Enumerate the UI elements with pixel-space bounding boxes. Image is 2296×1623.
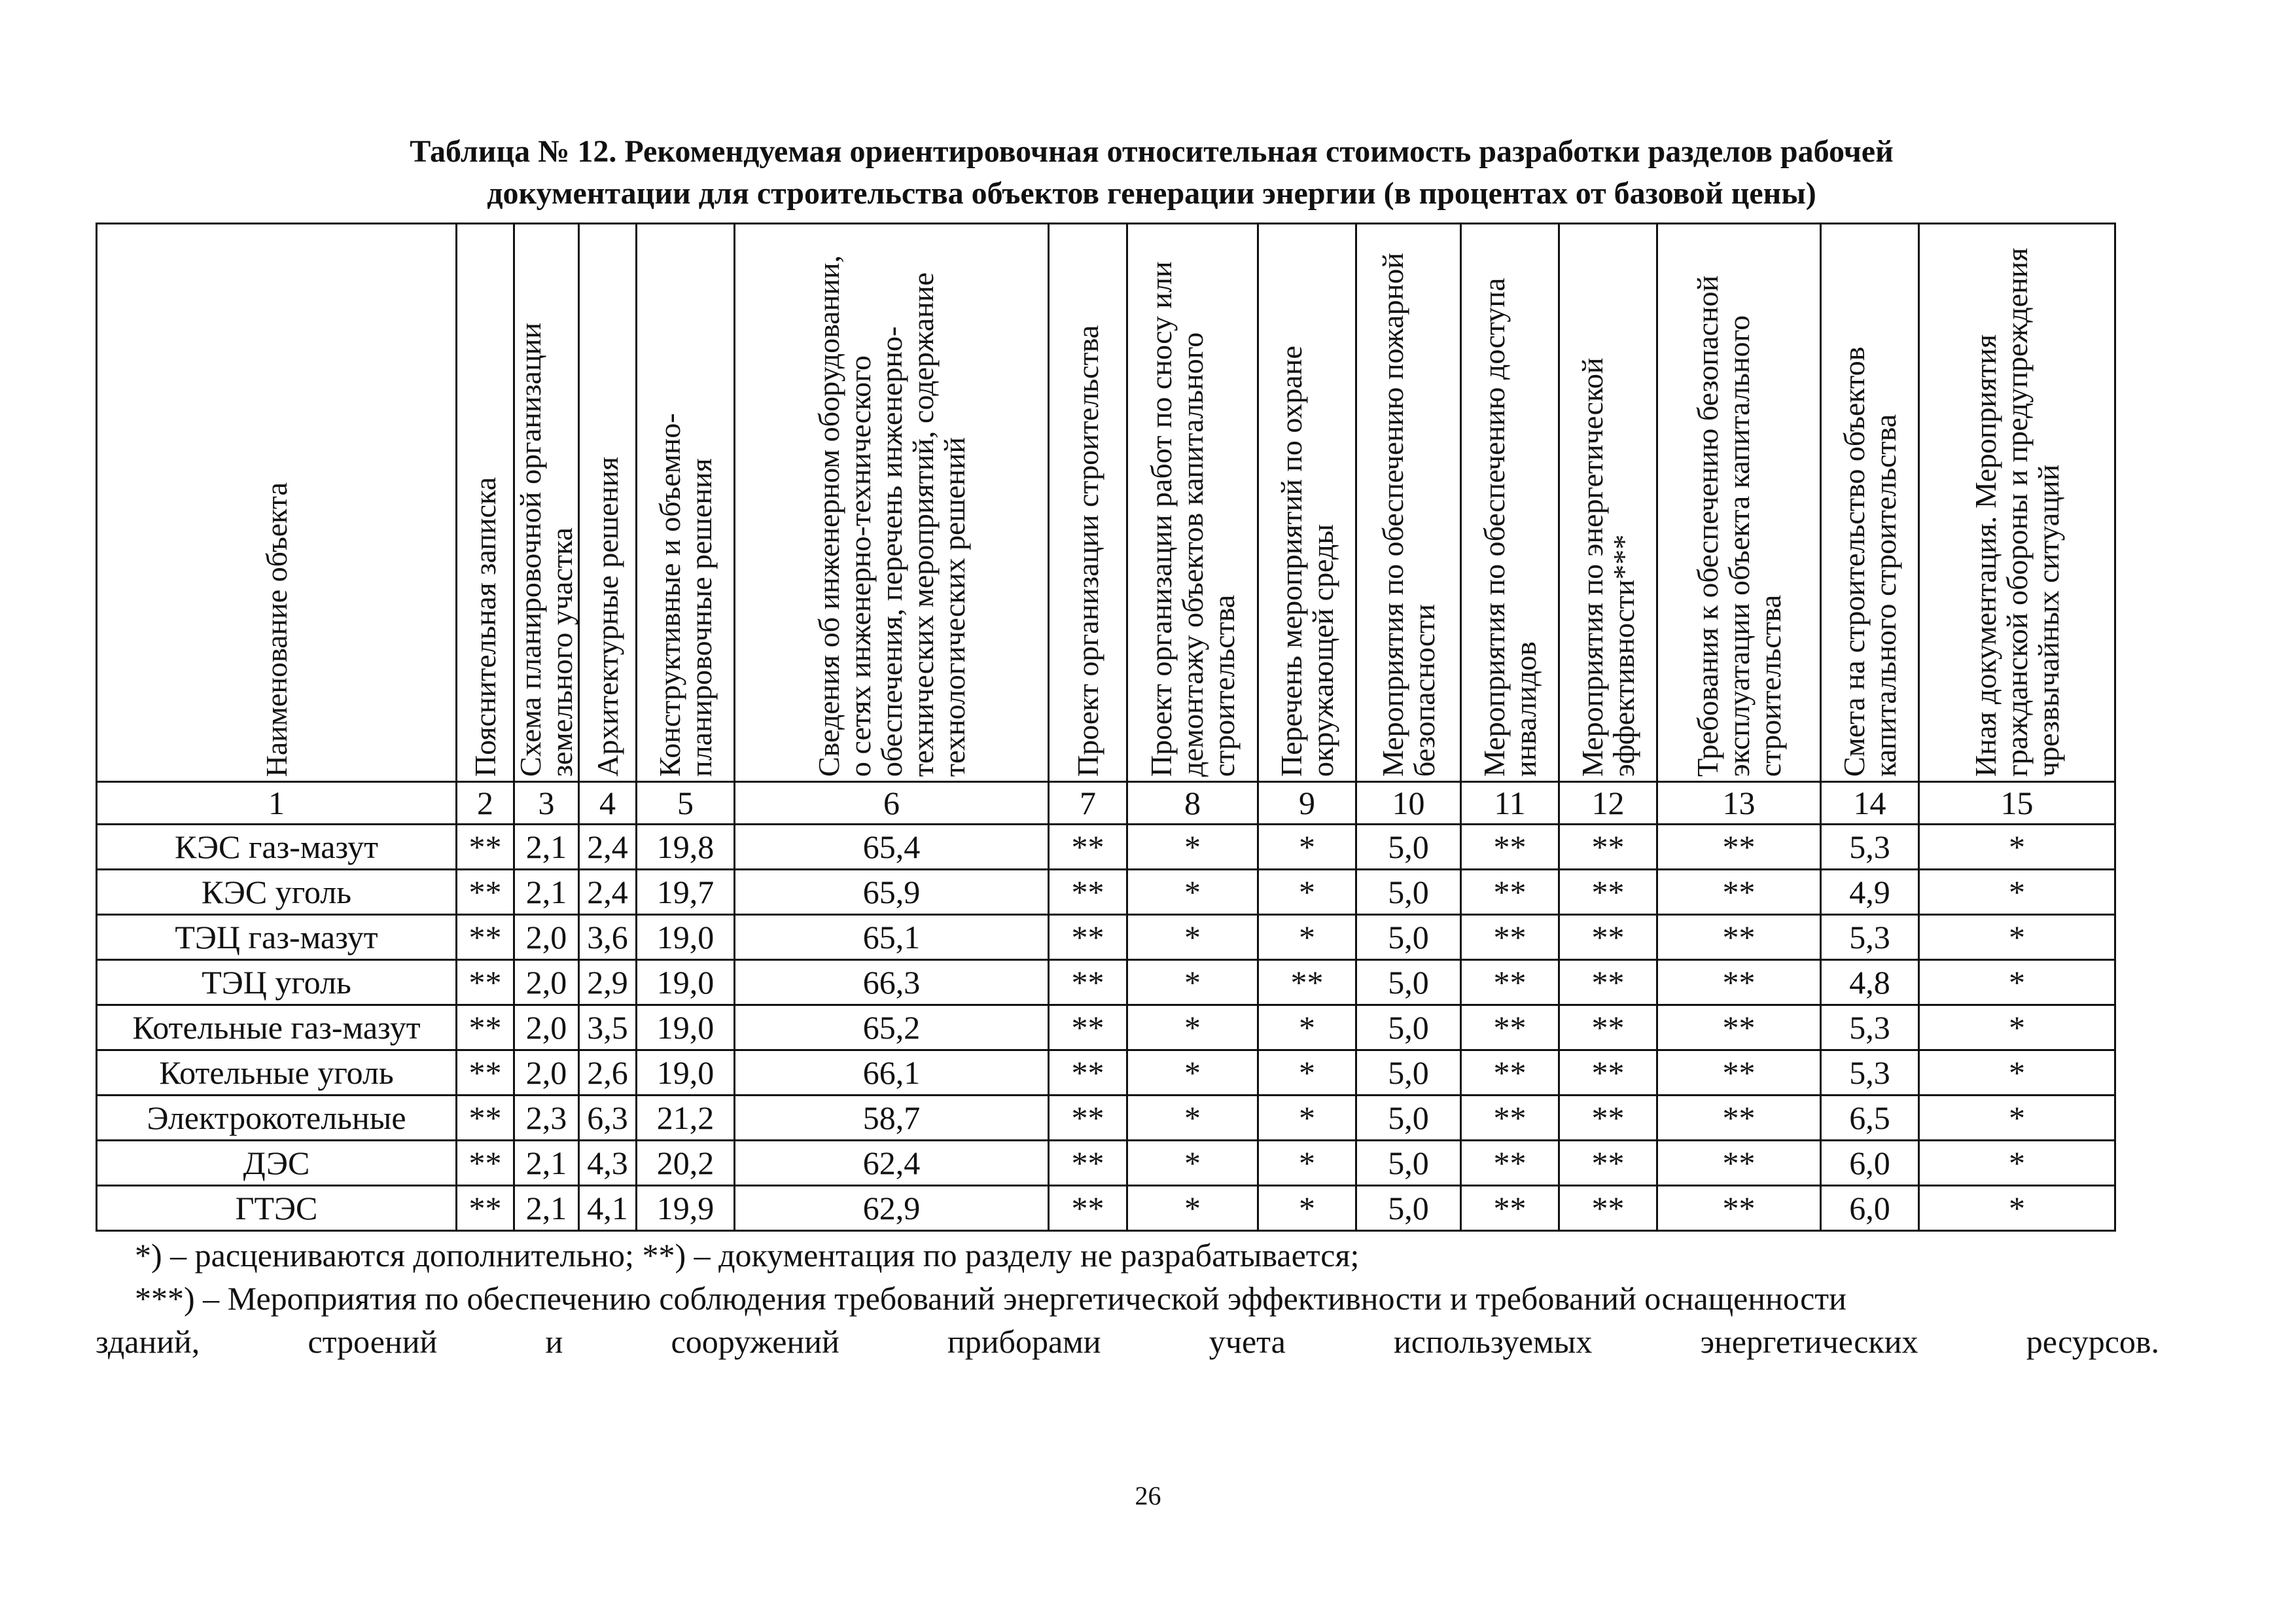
value-cell: * [1919, 915, 2115, 960]
value-cell: 6,5 [1821, 1096, 1919, 1141]
value-cell: ** [1657, 825, 1821, 870]
value-cell: ** [457, 915, 514, 960]
value-cell: 5,3 [1821, 1050, 1919, 1096]
value-cell: * [1258, 1050, 1356, 1096]
value-cell: * [1258, 870, 1356, 915]
value-cell: ** [1049, 1050, 1127, 1096]
value-cell: 5,3 [1821, 825, 1919, 870]
col-number: 8 [1127, 782, 1258, 825]
table-row [97, 1050, 2115, 1096]
value-cell: * [1919, 960, 2115, 1005]
column-number-row [97, 782, 2115, 825]
col-number: 15 [1919, 782, 2115, 825]
header-cell: Пояснительная записка [457, 224, 514, 782]
value-cell: 2,0 [514, 1005, 579, 1050]
col-number: 5 [637, 782, 735, 825]
value-cell: 5,0 [1356, 1005, 1461, 1050]
header-cell: Иная документация. Мероприятия гражданской обороны и предупреждения чрезвычайных ситуаций [1919, 224, 2115, 782]
object-name-cell: ТЭЦ уголь [97, 960, 457, 1005]
title-line-1: Таблица № 12. Рекомендуемая ориентировочная относительная стоимость разработки разделов рабочей [410, 134, 1894, 169]
value-cell: ** [1461, 960, 1559, 1005]
header-cell: Смета на строительство объектов капитального строительства [1821, 224, 1919, 782]
header-cell: Проект организации строительства [1049, 224, 1127, 782]
value-cell: ** [1049, 1186, 1127, 1231]
value-cell: * [1919, 825, 2115, 870]
value-cell: 2,4 [579, 870, 637, 915]
table-row [97, 1141, 2115, 1186]
value-cell: ** [457, 1005, 514, 1050]
value-cell: ** [1657, 960, 1821, 1005]
value-cell: * [1127, 1141, 1258, 1186]
col-number: 2 [457, 782, 514, 825]
table-row [97, 960, 2115, 1005]
value-cell: ** [1657, 1005, 1821, 1050]
value-cell: ** [1461, 1005, 1559, 1050]
value-cell: 2,1 [514, 825, 579, 870]
value-cell: 2,1 [514, 1186, 579, 1231]
value-cell: 2,1 [514, 870, 579, 915]
object-name-cell: Электрокотельные [97, 1096, 457, 1141]
object-name-cell: КЭС газ-мазут [97, 825, 457, 870]
header-row [97, 224, 2115, 782]
value-cell: ** [1559, 915, 1657, 960]
value-cell: 5,0 [1356, 1096, 1461, 1141]
value-cell: * [1258, 1186, 1356, 1231]
value-cell: 65,4 [735, 825, 1049, 870]
header-cell: Требования к обеспечению безопасной эксплуатации объекта капитального строительства [1657, 224, 1821, 782]
value-cell: 21,2 [637, 1096, 735, 1141]
object-name-cell: Котельные газ-мазут [97, 1005, 457, 1050]
value-cell: 19,9 [637, 1186, 735, 1231]
value-cell: * [1919, 1005, 2115, 1050]
value-cell: ** [1049, 915, 1127, 960]
col-number: 4 [579, 782, 637, 825]
value-cell: ** [1049, 960, 1127, 1005]
value-cell: ** [1049, 870, 1127, 915]
value-cell: * [1127, 960, 1258, 1005]
value-cell: 62,9 [735, 1186, 1049, 1231]
footnotes [96, 1234, 2159, 1363]
header-cell: Перечень мероприятий по охране окружающей среды [1258, 224, 1356, 782]
value-cell: * [1919, 870, 2115, 915]
value-cell: 3,6 [579, 915, 637, 960]
value-cell: 4,8 [1821, 960, 1919, 1005]
header-cell: Схема планировочной организации земельного участка [514, 224, 579, 782]
table-row [97, 870, 2115, 915]
value-cell: 6,0 [1821, 1186, 1919, 1231]
value-cell: * [1258, 1141, 1356, 1186]
value-cell: 5,3 [1821, 915, 1919, 960]
value-cell: 4,9 [1821, 870, 1919, 915]
value-cell: 5,3 [1821, 1005, 1919, 1050]
col-number: 7 [1049, 782, 1127, 825]
value-cell: * [1127, 825, 1258, 870]
value-cell: 5,0 [1356, 1141, 1461, 1186]
value-cell: 62,4 [735, 1141, 1049, 1186]
value-cell: * [1258, 1096, 1356, 1141]
object-name-cell: ДЭС [97, 1141, 457, 1186]
value-cell: 2,1 [514, 1141, 579, 1186]
value-cell: ** [1657, 1050, 1821, 1096]
table-row [97, 825, 2115, 870]
table-body [97, 825, 2115, 1231]
title-line-2: документации для строительства объектов генерации энергии (в процентах от базовой цены) [487, 176, 1816, 211]
col-number: 10 [1356, 782, 1461, 825]
value-cell: ** [1559, 825, 1657, 870]
table-row [97, 1186, 2115, 1231]
col-number: 9 [1258, 782, 1356, 825]
value-cell: 5,0 [1356, 1186, 1461, 1231]
header-cell: Проект организации работ по сносу или демонтажу объектов капитального строительства [1127, 224, 1258, 782]
value-cell: 5,0 [1356, 870, 1461, 915]
value-cell: * [1127, 1005, 1258, 1050]
value-cell: 2,0 [514, 1050, 579, 1096]
value-cell: ** [1657, 1096, 1821, 1141]
value-cell: ** [1559, 1186, 1657, 1231]
value-cell: ** [1657, 915, 1821, 960]
value-cell: 20,2 [637, 1141, 735, 1186]
value-cell: * [1127, 1096, 1258, 1141]
value-cell: ** [1461, 1141, 1559, 1186]
footnote-2: ***) – Мероприятия по обеспечению соблюдения требований энергетической эффективности и требований оснащенности [135, 1280, 1846, 1317]
value-cell: 65,1 [735, 915, 1049, 960]
value-cell: ** [457, 960, 514, 1005]
value-cell: ** [1559, 1050, 1657, 1096]
table-title [92, 131, 2212, 215]
value-cell: ** [457, 870, 514, 915]
value-cell: 2,3 [514, 1096, 579, 1141]
value-cell: 2,4 [579, 825, 637, 870]
value-cell: 5,0 [1356, 960, 1461, 1005]
value-cell: ** [457, 825, 514, 870]
value-cell: 2,9 [579, 960, 637, 1005]
value-cell: 6,3 [579, 1096, 637, 1141]
col-number: 11 [1461, 782, 1559, 825]
header-cell: Сведения об инженерном оборудовании, о сетях инженерно-технического обеспечения, перечень инженерно-технических мероприятий, содержание технологических решений [735, 224, 1049, 782]
value-cell: ** [1657, 1141, 1821, 1186]
value-cell: * [1127, 915, 1258, 960]
value-cell: ** [1461, 870, 1559, 915]
value-cell: ** [1049, 1096, 1127, 1141]
header-cell: Мероприятия по обеспечению пожарной безопасности [1356, 224, 1461, 782]
header-cell: Мероприятия по энергетической эффективности*** [1559, 224, 1657, 782]
object-name-cell: КЭС уголь [97, 870, 457, 915]
value-cell: ** [1559, 870, 1657, 915]
value-cell: ** [1461, 1096, 1559, 1141]
value-cell: 19,0 [637, 915, 735, 960]
value-cell: 5,0 [1356, 825, 1461, 870]
value-cell: * [1127, 870, 1258, 915]
value-cell: 66,1 [735, 1050, 1049, 1096]
footnote-1: *) – расцениваются дополнительно; **) – документация по разделу не разрабатывается; [135, 1237, 1360, 1274]
col-number: 6 [735, 782, 1049, 825]
value-cell: ** [1461, 915, 1559, 960]
value-cell: * [1127, 1186, 1258, 1231]
value-cell: 65,2 [735, 1005, 1049, 1050]
col-number: 1 [97, 782, 457, 825]
value-cell: 19,0 [637, 960, 735, 1005]
value-cell: 5,0 [1356, 915, 1461, 960]
value-cell: 3,5 [579, 1005, 637, 1050]
value-cell: ** [457, 1050, 514, 1096]
value-cell: ** [1559, 1005, 1657, 1050]
value-cell: 2,0 [514, 915, 579, 960]
value-cell: * [1258, 915, 1356, 960]
value-cell: ** [1461, 1050, 1559, 1096]
value-cell: ** [457, 1096, 514, 1141]
object-name-cell: ТЭЦ газ-мазут [97, 915, 457, 960]
value-cell: ** [1657, 1186, 1821, 1231]
value-cell: 19,7 [637, 870, 735, 915]
object-name-cell: Котельные уголь [97, 1050, 457, 1096]
table-row [97, 915, 2115, 960]
value-cell: ** [1559, 960, 1657, 1005]
value-cell: 19,8 [637, 825, 735, 870]
value-cell: * [1919, 1141, 2115, 1186]
value-cell: * [1919, 1186, 2115, 1231]
value-cell: ** [1657, 870, 1821, 915]
col-number: 14 [1821, 782, 1919, 825]
col-number: 3 [514, 782, 579, 825]
value-cell: 19,0 [637, 1005, 735, 1050]
value-cell: ** [1461, 1186, 1559, 1231]
value-cell: * [1258, 1005, 1356, 1050]
value-cell: 19,0 [637, 1050, 735, 1096]
value-cell: 6,0 [1821, 1141, 1919, 1186]
value-cell: 4,1 [579, 1186, 637, 1231]
header-cell: Архитектурные решения [579, 224, 637, 782]
value-cell: ** [1559, 1096, 1657, 1141]
header-cell: Наименование объекта [97, 224, 457, 782]
col-number: 12 [1559, 782, 1657, 825]
table-row [97, 1096, 2115, 1141]
value-cell: 5,0 [1356, 1050, 1461, 1096]
col-number: 13 [1657, 782, 1821, 825]
value-cell: 58,7 [735, 1096, 1049, 1141]
value-cell: 2,6 [579, 1050, 637, 1096]
value-cell: ** [1258, 960, 1356, 1005]
page-number: 26 [1135, 1481, 1161, 1510]
footnote-3: зданий, строений и сооружений приборами учета используемых энергетических ресурсов. [96, 1323, 2159, 1360]
header-cell: Конструктивные и объемно-планировочные решения [637, 224, 735, 782]
table-row [97, 1005, 2115, 1050]
value-cell: ** [1559, 1141, 1657, 1186]
value-cell: * [1258, 825, 1356, 870]
value-cell: ** [1049, 825, 1127, 870]
value-cell: ** [1049, 1005, 1127, 1050]
value-cell: ** [1461, 825, 1559, 870]
value-cell: * [1127, 1050, 1258, 1096]
value-cell: ** [457, 1141, 514, 1186]
object-name-cell: ГТЭС [97, 1186, 457, 1231]
value-cell: 4,3 [579, 1141, 637, 1186]
value-cell: 65,9 [735, 870, 1049, 915]
value-cell: 66,3 [735, 960, 1049, 1005]
value-cell: ** [457, 1186, 514, 1231]
value-cell: ** [1049, 1141, 1127, 1186]
cost-table [96, 223, 2116, 1232]
value-cell: * [1919, 1050, 2115, 1096]
header-cell: Мероприятия по обеспечению доступа инвалидов [1461, 224, 1559, 782]
value-cell: * [1919, 1096, 2115, 1141]
value-cell: 2,0 [514, 960, 579, 1005]
